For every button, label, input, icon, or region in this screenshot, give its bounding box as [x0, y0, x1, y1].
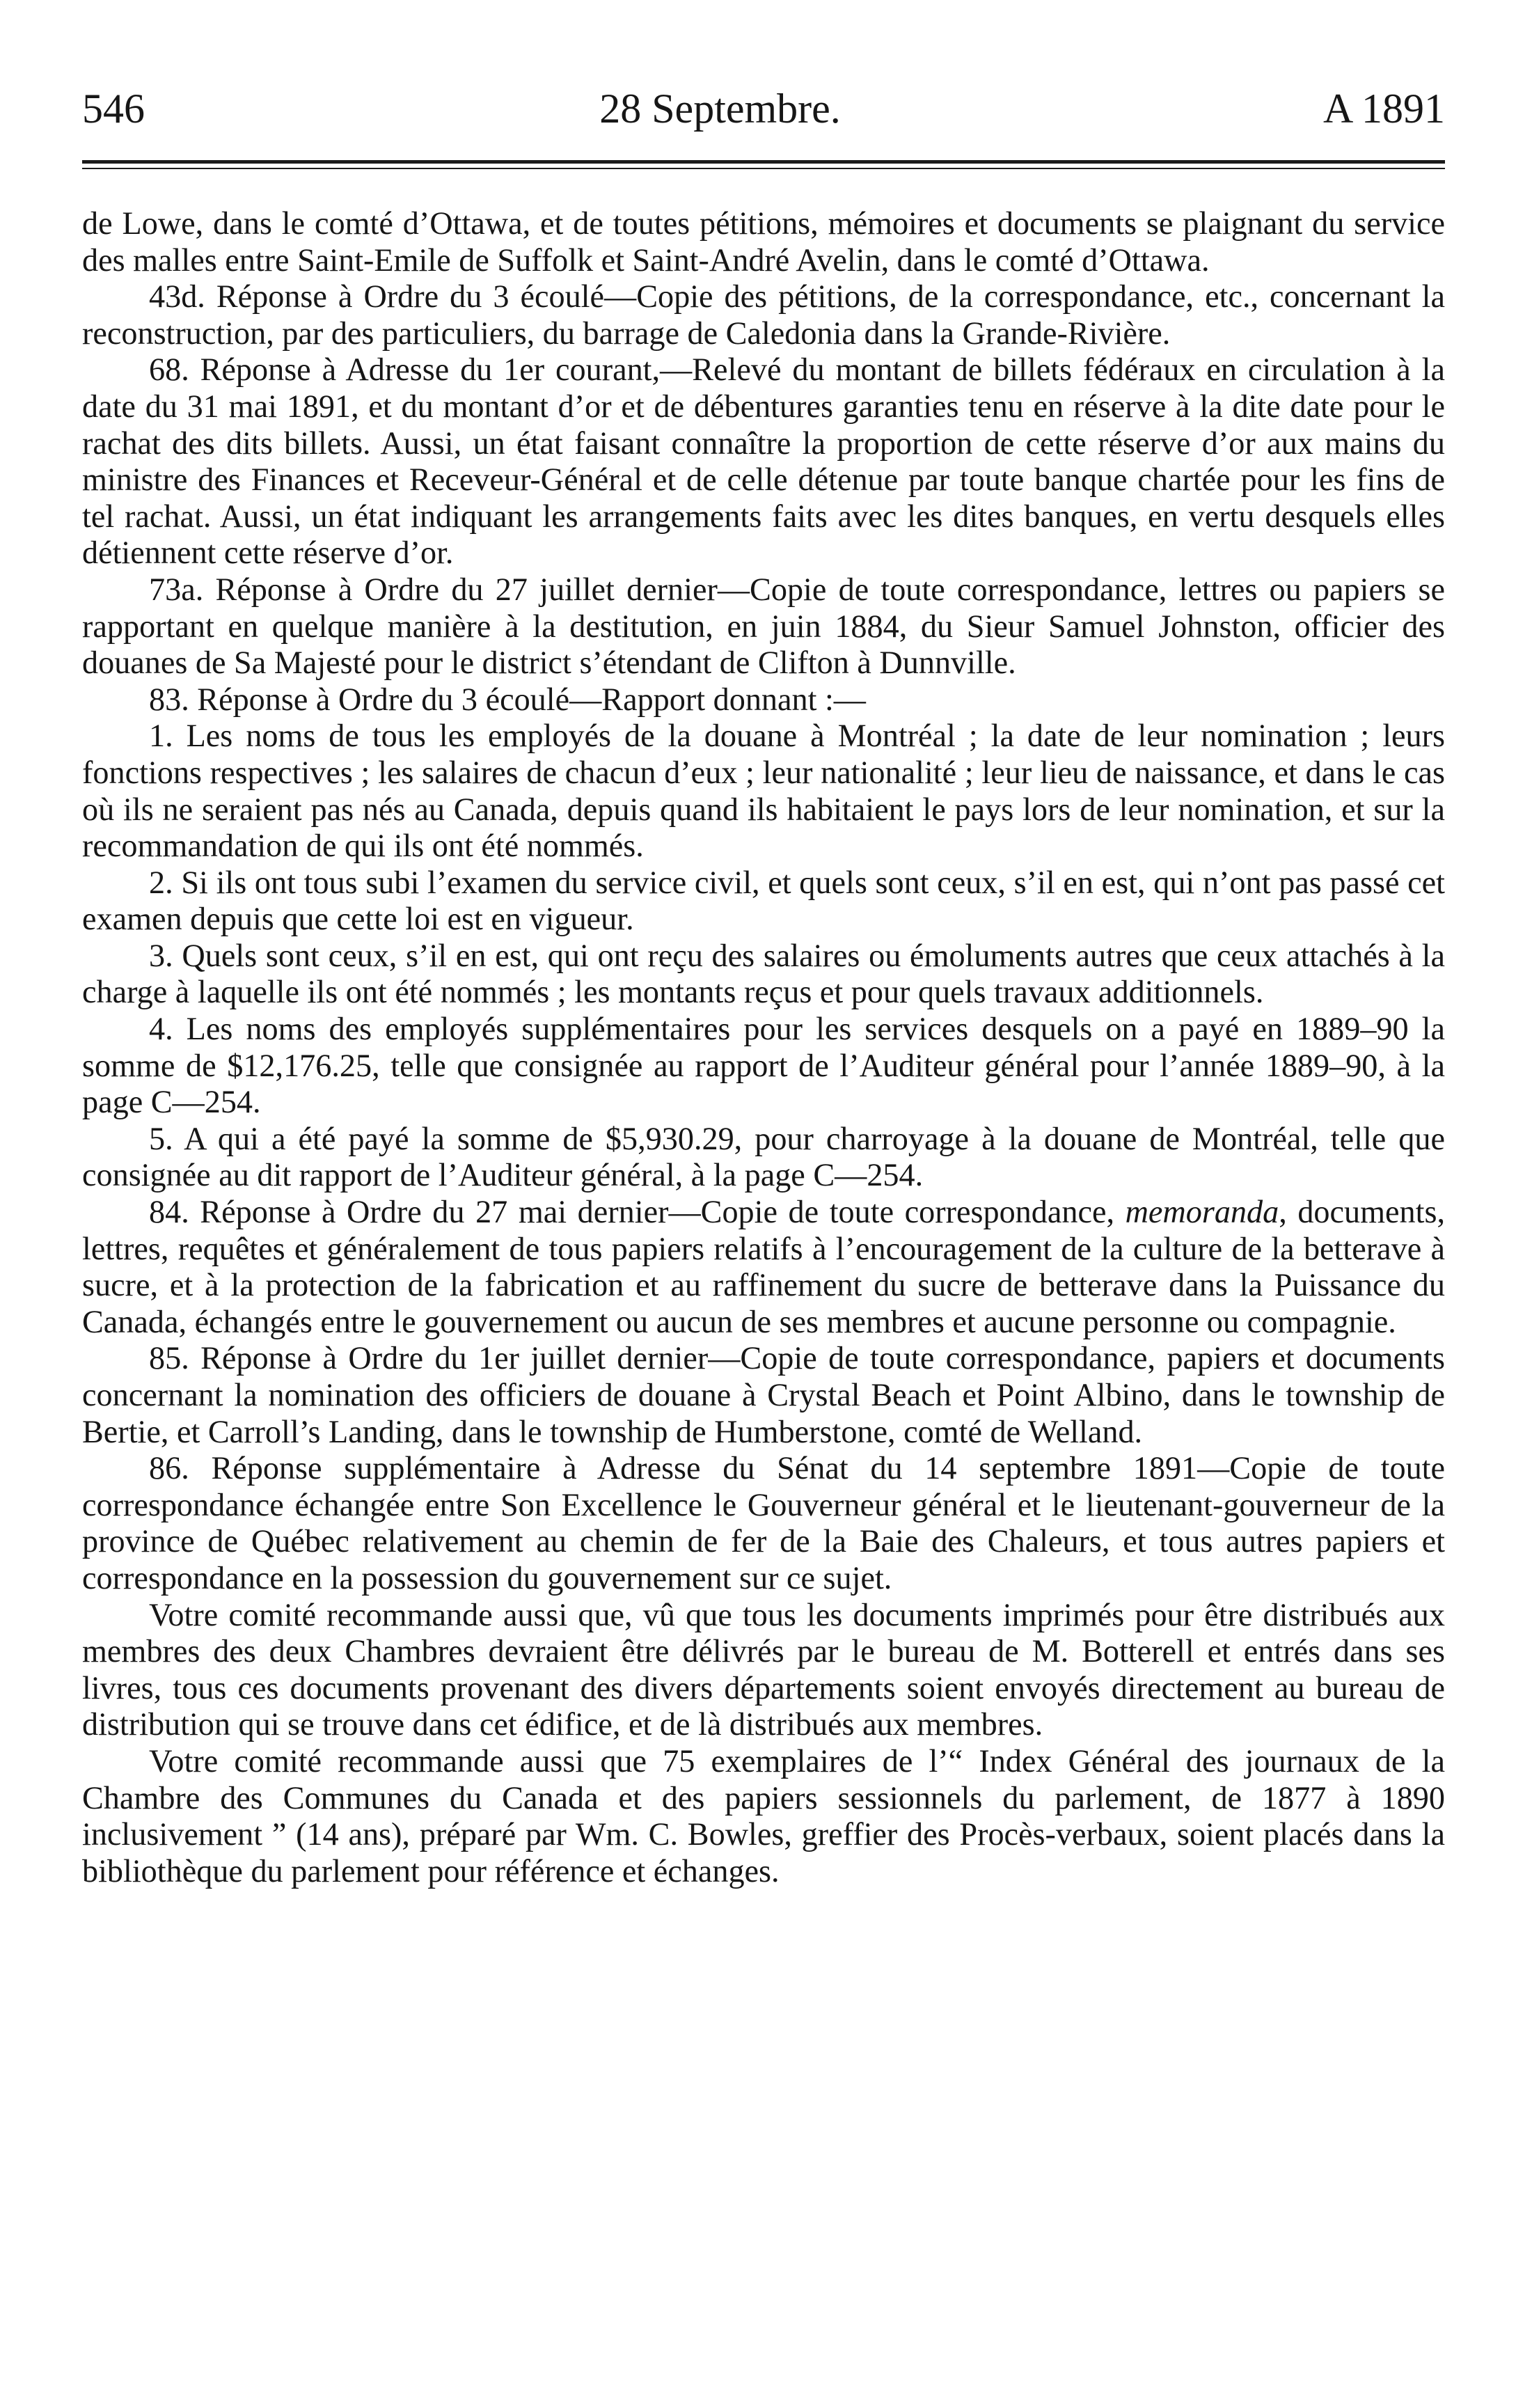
paragraph-item-84: 84. Réponse à Ordre du 27 mai dernier—Copie de toute correspondance, memoranda, documents, lettres, requêtes et généralement de tous papiers relatifs à l’encouragement de la culture de la betterave à sucre, et à la protection de la fabrication et au raffinement du sucre de betterave dans la Puissance du Canada, échangés entre le gouvernement ou aucun de ses membres et aucune personne ou compagnie. — [82, 1194, 1445, 1339]
paragraph-recommendation-index: Votre comité recommande aussi que 75 exemplaires de l’“ Index Général des journaux de la Chambre des Communes du Canada et des papiers sessionnels du parlement, de 1877 à 1890 inclusivement ” (14 ans), préparé par Wm. C. Bowles, greffier des Procès-verbaux, soient placés dans la bibliothèque du parlement pour référence et échanges. — [82, 1742, 1445, 1889]
paragraph-subitem-4: 4. Les noms des employés supplémentaires pour les services desquels on a payé en 1889–90 la somme de $12,176.25, telle que consignée au rapport de l’Auditeur général pour l’année 1889–90, à la page C—254. — [82, 1011, 1445, 1120]
paragraph-item-68: 68. Réponse à Adresse du 1er courant,—Relevé du montant de billets fédéraux en circulation à la date du 31 mai 1891, et du montant d’or et de débentures garanties tenu en réserve à la dite date pour le rachat des dits billets. Aussi, un état faisant connaître la proportion de cette réserve d’or aux mains du ministre des Finances et Receveur-Général et de celle détenue par toute banque chartée pour les fins de tel rachat. Aussi, un état indiquant les arrangements faits avec les dites banques, en vertu desquels elles détiennent cette réserve d’or. — [82, 352, 1445, 571]
page-header — [82, 84, 1445, 142]
page-number: 546 — [82, 86, 145, 132]
paragraph-item-85: 85. Réponse à Ordre du 1er juillet dernier—Copie de toute correspondance, papiers et documents concernant la nomination des officiers de douane à Crystal Beach et Point Albino, dans le township de Bertie, et Carroll’s Landing, dans le township de Humberstone, comté de Welland. — [82, 1340, 1445, 1449]
header-rule-thick — [82, 160, 1445, 164]
paragraph-subitem-3: 3. Quels sont ceux, s’il en est, qui ont reçu des salaires ou émoluments autres que ceux attachés à la charge à laquelle ils ont été nommés ; les montants reçus et pour quels travaux additionnels. — [82, 937, 1445, 1010]
paragraph-item-73a: 73a. Réponse à Ordre du 27 juillet dernier—Copie de toute correspondance, lettres ou papiers se rapportant en quelque manière à la destitution, en juin 1884, du Sieur Samuel Johnston, officier des douanes de Sa Majesté pour le district s’étendant de Clifton à Dunnville. — [82, 571, 1445, 681]
paragraph-subitem-2: 2. Si ils ont tous subi l’examen du service civil, et quels sont ceux, s’il en est, qui n’ont pas passé cet examen depuis que cette loi est en vigueur. — [82, 864, 1445, 937]
paragraph-item-83: 83. Réponse à Ordre du 3 écoulé—Rapport donnant :— — [149, 681, 866, 717]
paragraph-subitem-5: 5. A qui a été payé la somme de $5,930.29, pour charroyage à la douane de Montréal, telle que consignée au dit rapport de l’Auditeur général, à la page C—254. — [82, 1120, 1445, 1193]
paragraph-item-43d: 43d. Réponse à Ordre du 3 écoulé—Copie des pétitions, de la correspondance, etc., concernant la reconstruction, par des particuliers, du barrage de Caledonia dans la Grande-Rivière. — [82, 278, 1445, 351]
paragraph-continuation: de Lowe, dans le comté d’Ottawa, et de toutes pétitions, mémoires et documents se plaignant du service des malles entre Saint-Emile de Suffolk et Saint-André Avelin, dans le comté d’Ottawa. — [82, 205, 1445, 278]
page-date: 28 Septembre. — [599, 86, 841, 132]
paragraph-item-86: 86. Réponse supplémentaire à Adresse du Sénat du 14 septembre 1891—Copie de toute correspondance échangée entre Son Excellence le Gouverneur général et le lieutenant-gouverneur de la province de Québec relativement au chemin de fer de la Baie des Chaleurs, et tous autres papiers et correspondance en la possession du gouvernement sur ce sujet. — [82, 1450, 1445, 1596]
header-rule-thin — [82, 168, 1445, 169]
paragraph-recommendation-distribution: Votre comité recommande aussi que, vû que tous les documents imprimés pour être distribués aux membres des deux Chambres devraient être délivrés par le bureau de M. Botterell et entrés dans ses livres, tous ces documents provenant des divers départements soient envoyés directement au bureau de distribution qui se trouve dans cet édifice, et de là distribués aux membres. — [82, 1596, 1445, 1742]
paragraph-subitem-1: 1. Les noms de tous les employés de la douane à Montréal ; la date de leur nomination ; leurs fonctions respectives ; les salaires de chacun d’eux ; leur nationalité ; leur lieu de naissance, et dans le cas où ils ne seraient pas nés au Canada, depuis quand ils habitaient le pays lors de leur nomination, et sur la recommandation de qui ils ont été nommés. — [82, 718, 1445, 864]
document-page — [82, 84, 1445, 1889]
page-year: A 1891 — [1322, 86, 1445, 132]
document-body — [82, 205, 1445, 1889]
